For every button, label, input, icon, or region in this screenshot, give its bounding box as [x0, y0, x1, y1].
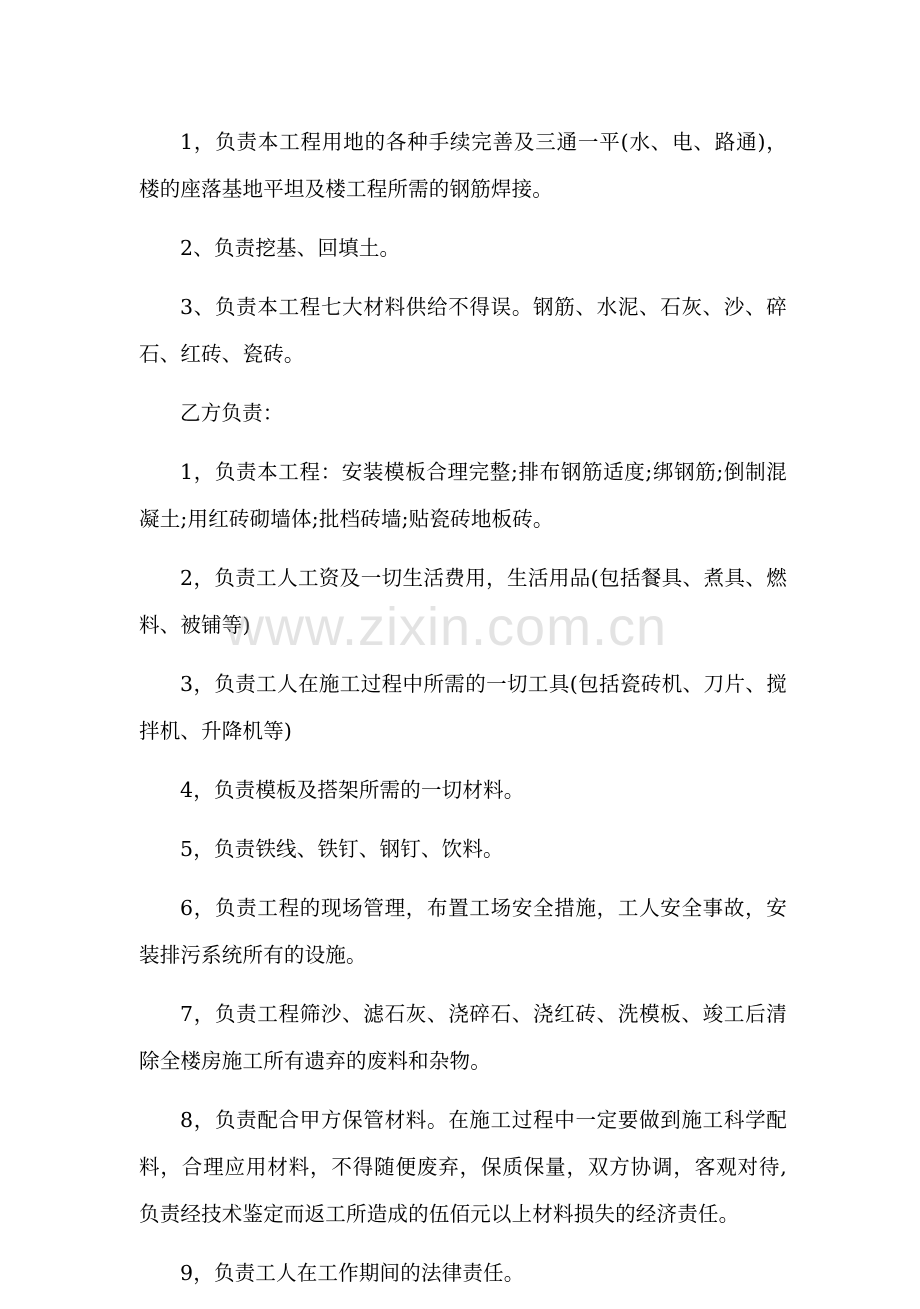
paragraph-11: 7，负责工程筛沙、滤石灰、浇碎石、浇红砖、洗模板、竣工后清除全楼房施工所有遗弃的废料和杂物。 [139, 1002, 787, 1073]
document-body [139, 119, 787, 1309]
paragraph-3: 3、负责本工程七大材料供给不得误。钢筋、水泥、石灰、沙、碎石、红砖、瓷砖。 [139, 295, 787, 366]
section-heading-party-b: 乙方负责： [180, 401, 284, 425]
paragraph-7: 3，负责工人在施工过程中所需的一切工具(包括瓷砖机、刀片、搅拌机、升降机等) [139, 672, 787, 743]
paragraph-1: 1，负责本工程用地的各种手续完善及三通一平(水、电、路通)，楼的座落基地平坦及楼工程所需的钢筋焊接。 [139, 130, 787, 201]
paragraph-9: 5，负责铁线、铁钉、钢钉、饮料。 [180, 837, 504, 861]
watermark-text: www.zixin.com.cn [225, 597, 668, 657]
paragraph-2: 2、负责挖基、回填土。 [180, 236, 401, 260]
paragraph-12: 8，负责配合甲方保管材料。在施工过程中一定要做到施工科学配料，合理应用材料，不得随便废弃，保质保量，双方协调，客观对待,负责经技术鉴定而返工所造成的伍佰元以上材料损失的经济责任。 [139, 1108, 787, 1226]
paragraph-13: 9，负责工人在工作期间的法律责任。 [180, 1261, 525, 1285]
paragraph-6: 2，负责工人工资及一切生活费用，生活用品(包括餐具、煮具、燃料、被铺等) [139, 566, 787, 637]
paragraph-5: 1，负责本工程：安装模板合理完整;排布钢筋适度;绑钢筋;倒制混凝土;用红砖砌墙体;批档砖墙;贴瓷砖地板砖。 [139, 460, 787, 531]
paragraph-8: 4，负责模板及搭架所需的一切材料。 [180, 778, 525, 802]
paragraph-10: 6，负责工程的现场管理，布置工场安全措施，工人安全事故，安装排污系统所有的设施。 [139, 896, 787, 967]
